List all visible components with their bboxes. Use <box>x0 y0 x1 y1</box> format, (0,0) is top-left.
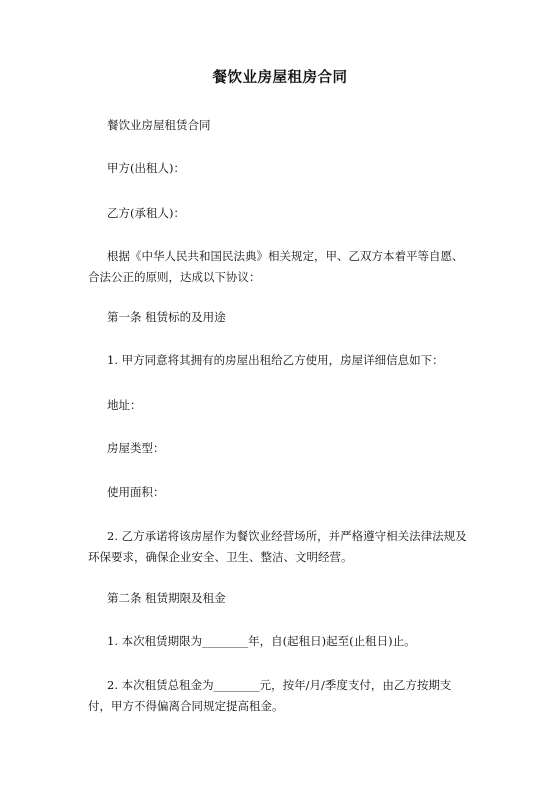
document-title: 餐饮业房屋租房合同 <box>212 70 348 86</box>
paragraph-subtitle: 餐饮业房屋租赁合同 <box>107 118 211 132</box>
paragraph-article-2-heading: 第二条 租赁期限及租金 <box>107 591 226 605</box>
paragraph-party-a: 甲方(出租人)： <box>107 161 185 175</box>
paragraph-party-b: 乙方(承租人)： <box>107 206 185 220</box>
paragraph-article-1-item-1: 1. 甲方同意将其拥有的房屋出租给乙方使用，房屋详细信息如下： <box>107 353 444 367</box>
paragraph-house-type: 房屋类型： <box>107 441 165 455</box>
paragraph-article-1-heading: 第一条 租赁标的及用途 <box>107 310 226 324</box>
paragraph-article-2-item-2: 2. 本次租赁总租金为________元，按年/月/季度支付，由乙方按期支付，甲方不得偏离合同规定提高租金。 <box>88 678 452 713</box>
paragraph-preamble: 根据《中华人民共和国民法典》相关规定，甲、乙双方本着平等自愿、合法公正的原则，达成以下协议： <box>88 249 464 284</box>
paragraph-article-2-item-1: 1. 本次租赁期限为________年，自(起租日)起至(止租日)止。 <box>107 634 416 648</box>
paragraph-address: 地址： <box>107 398 142 412</box>
paragraph-area: 使用面积： <box>107 485 165 499</box>
paragraph-article-1-item-2: 2. 乙方承诺将该房屋作为餐饮业经营场所，并严格遵守相关法律法规及环保要求，确保企业安全、卫生、整洁、文明经营。 <box>88 529 467 564</box>
